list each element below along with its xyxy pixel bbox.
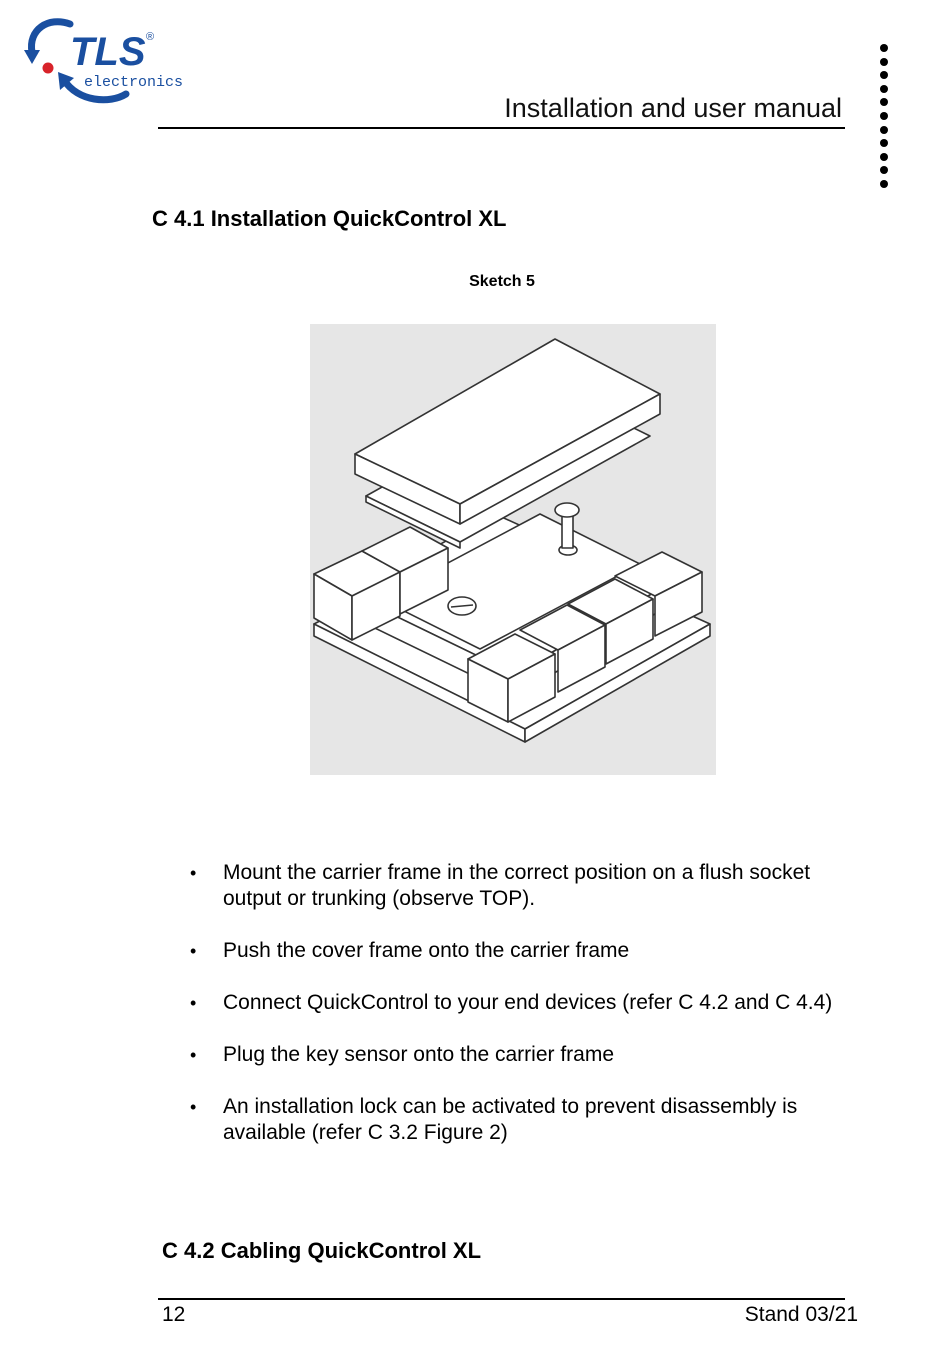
section-heading-cabling: C 4.2 Cabling QuickControl XL	[162, 1238, 482, 1263]
list-item-text: Plug the key sensor onto the carrier frame	[223, 1043, 615, 1066]
bullet-icon: •	[190, 941, 197, 961]
bullet-icon: •	[190, 1097, 197, 1117]
decorative-dots	[877, 44, 891, 194]
list-item	[190, 990, 850, 1016]
dot	[880, 126, 888, 134]
list-item	[190, 938, 850, 964]
registered-mark: ®	[146, 31, 155, 43]
header-divider	[158, 127, 845, 129]
logo-subtext: electronics	[84, 74, 184, 91]
list-item	[190, 860, 850, 912]
dot	[880, 180, 888, 188]
dot	[880, 85, 888, 93]
revision-stand: Stand 03/21	[744, 1303, 858, 1326]
installation-steps	[190, 860, 850, 1172]
bullet-icon: •	[190, 993, 197, 1013]
bullet-icon: •	[190, 863, 197, 883]
page-number: 12	[162, 1303, 186, 1326]
list-item-text: An installation lock can be activated to prevent disassembly is available (refer C 3.2 Figure 2)	[223, 1095, 798, 1144]
list-item-text: Connect QuickControl to your end devices (refer C 4.2 and C 4.4)	[223, 991, 833, 1014]
list-item	[190, 1094, 850, 1146]
bullet-icon: •	[190, 1045, 197, 1065]
dot	[880, 44, 888, 52]
dot	[880, 153, 888, 161]
logo-text: TLS	[70, 30, 146, 74]
section-heading-installation: C 4.1 Installation QuickControl XL	[152, 206, 507, 231]
dot	[880, 98, 888, 106]
dot	[880, 71, 888, 79]
list-item-text: Push the cover frame onto the carrier frame	[223, 939, 630, 962]
sketch-caption: Sketch 5	[469, 273, 535, 290]
dot	[880, 166, 888, 174]
dot	[880, 139, 888, 147]
manual-title: Installation and user manual	[504, 93, 842, 123]
sketch-illustration	[310, 324, 716, 775]
tls-logo	[18, 10, 193, 110]
footer-divider	[158, 1298, 845, 1300]
dot	[880, 58, 888, 66]
dot	[880, 112, 888, 120]
list-item	[190, 1042, 850, 1068]
list-item-text: Mount the carrier frame in the correct position on a flush socket output or trunking (observe TOP).	[223, 861, 811, 910]
